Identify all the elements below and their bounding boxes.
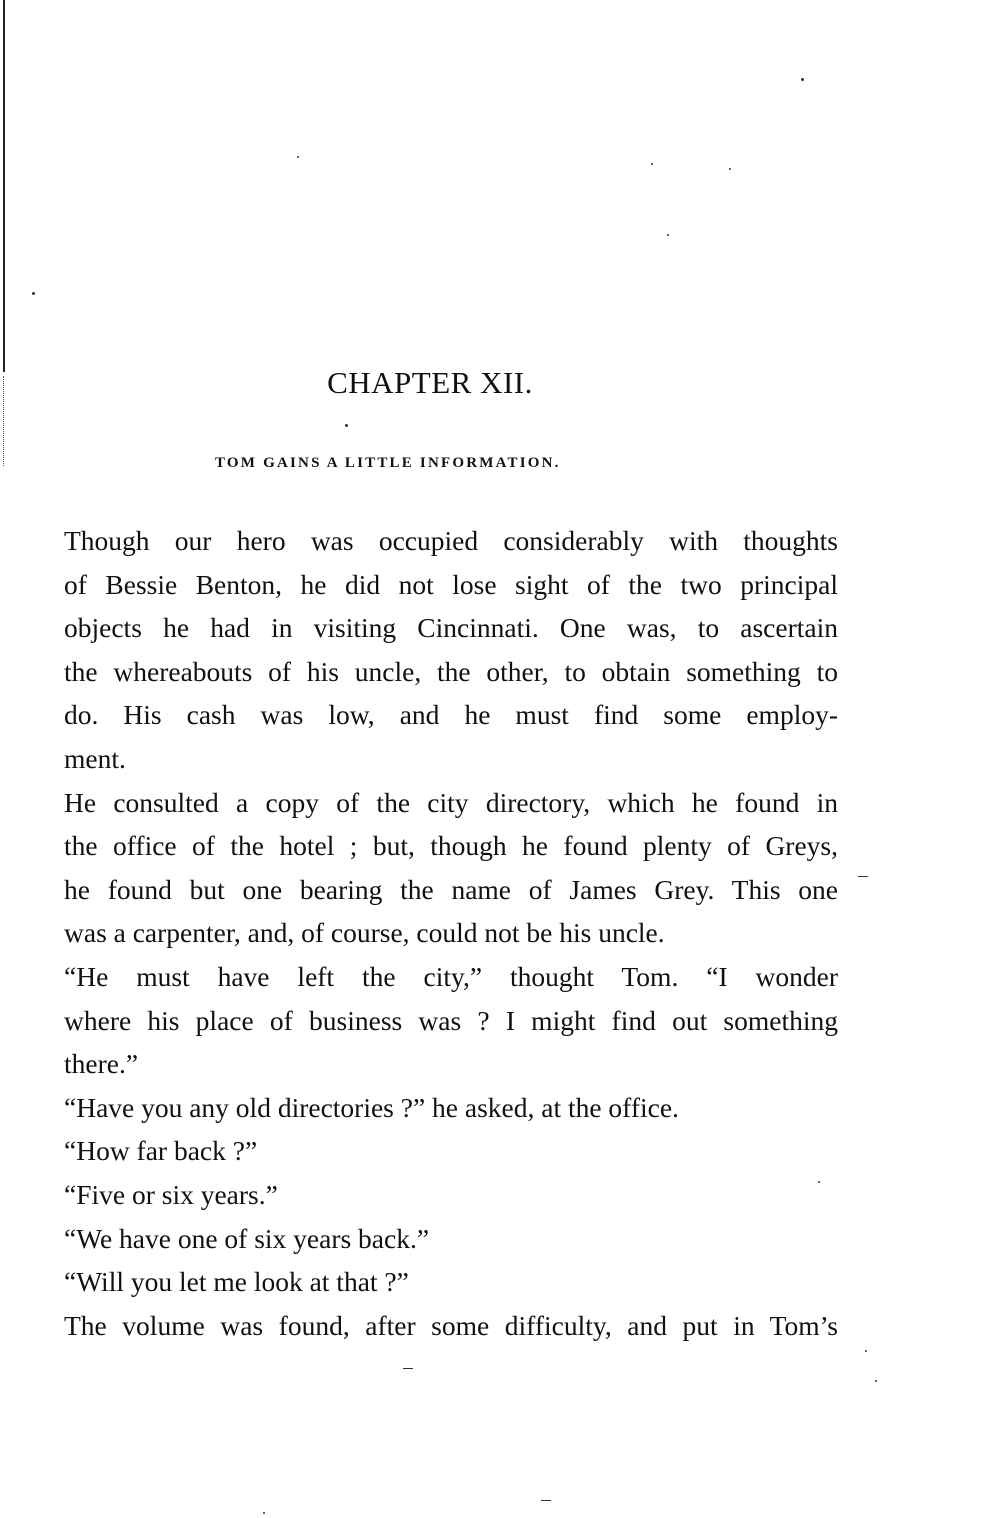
text-line: He consulted a copy of the city directory, which he found in [64, 786, 838, 818]
scan-speck [651, 163, 653, 165]
text-line: “Have you any old directories ?” he asked, at the office. [64, 1091, 679, 1123]
text-line: “He must have left the city,” thought Tom. “I wonder [64, 960, 838, 992]
scan-speck [801, 78, 804, 81]
scan-speck [403, 1368, 413, 1369]
scan-speck [345, 424, 348, 427]
text-line: do. His cash was low, and he must find some employ- [64, 699, 838, 731]
chapter-subtitle: TOM GAINS A LITTLE INFORMATION. [215, 455, 561, 471]
chapter-heading [0, 365, 860, 401]
text-line: “Five or six years.” [64, 1178, 278, 1210]
text-line: where his place of business was ? I might find out something [64, 1004, 838, 1036]
text-line: The volume was found, after some difficulty, and put in Tom’s [64, 1309, 838, 1341]
scan-speck [875, 1380, 877, 1382]
text-line: the whereabouts of his uncle, the other, to obtain something to [64, 655, 838, 687]
scan-speck [865, 1350, 867, 1352]
text-line: objects he had in visiting Cincinnati. One was, to ascertain [64, 612, 838, 644]
text-line: ment. [64, 742, 126, 774]
chapter-title-text: CHAPTER XII. [327, 365, 533, 400]
scan-speck [729, 168, 731, 170]
text-line: he found but one bearing the name of James Grey. This one [64, 873, 838, 905]
text-line: of Bessie Benton, he did not lose sight of the two principal [64, 568, 838, 600]
scan-speck [263, 1512, 265, 1514]
text-line: the office of the hotel ; but, though he found plenty of Greys, [64, 830, 838, 862]
text-line: “We have one of six years back.” [64, 1222, 430, 1254]
scan-speck [858, 876, 868, 877]
scan-speck [667, 234, 669, 236]
chapter-body [64, 519, 838, 1347]
text-line: “How far back ?” [64, 1135, 258, 1167]
text-line: was a carpenter, and, of course, could not be his uncle. [64, 917, 665, 949]
scan-speck [541, 1500, 551, 1501]
text-line: there.” [64, 1048, 139, 1080]
scan-speck [297, 156, 299, 158]
text-line: Though our hero was occupied considerably with thoughts [64, 525, 838, 556]
text-line: “Will you let me look at that ?” [64, 1266, 409, 1298]
page-gutter-edge [3, 0, 5, 372]
scan-speck [32, 292, 35, 295]
